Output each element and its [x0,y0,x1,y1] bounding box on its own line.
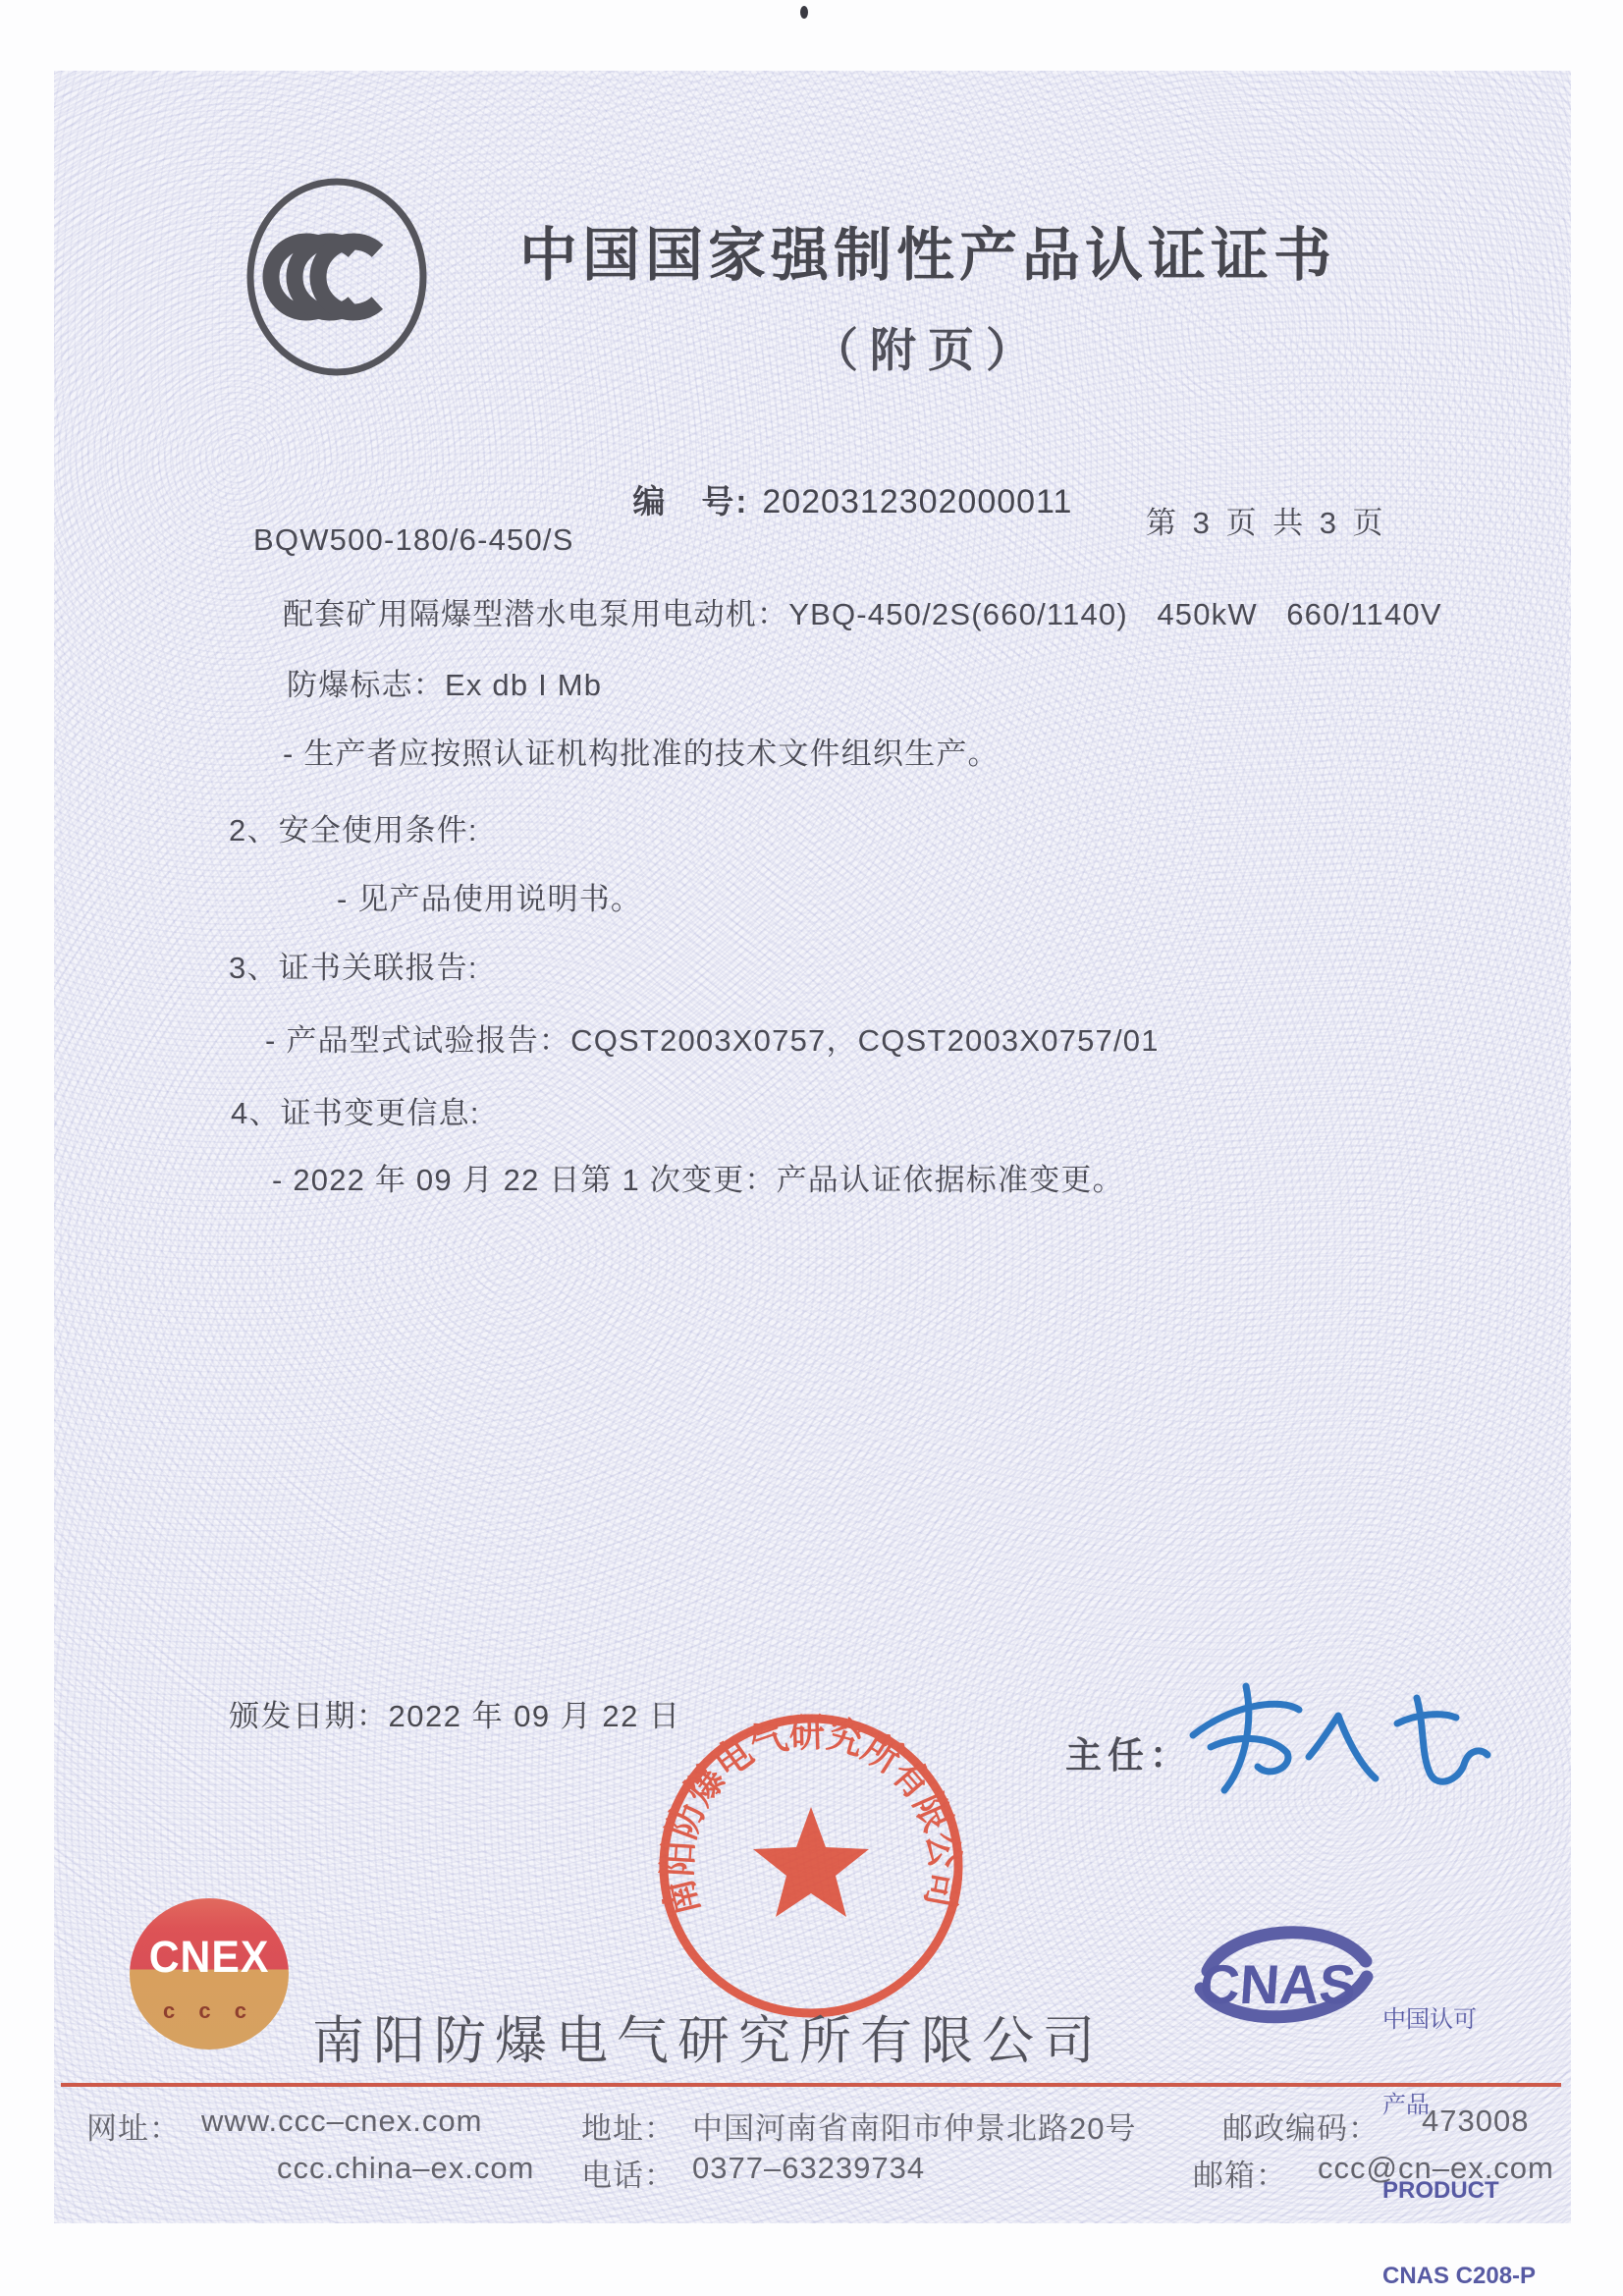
company-name: 南阳防爆电气研究所有限公司 [312,2012,1104,2070]
director-label: 主任： [1065,1735,1192,1776]
phone-label: 电话： [581,2159,676,2193]
postcode-value: 473008 [1422,2104,1530,2138]
cnex-logo-word: CNEX [148,1932,270,1982]
website-value: www.ccc–cnex.com [201,2104,483,2138]
cnas-caption-line1: 中国认可 [1382,2006,1477,2033]
scan-artifact [800,6,808,19]
company-seal-icon [644,1699,978,2033]
address-label: 地址： [581,2111,676,2146]
certificate-number-value: 2020312302000011 [762,483,1073,520]
website-value2: ccc.china–ex.com [277,2151,535,2185]
postcode-label: 邮政编码： [1222,2111,1380,2146]
body-line: - 2022 年 09 月 22 日第 1 次变更：产品认证依据标准变更。 [272,1163,1124,1197]
body-line: 3、证书关联报告: [229,951,478,985]
body-line: 4、证书变更信息: [231,1096,480,1130]
body-line: 2、安全使用条件: [229,813,478,847]
address-value: 中国河南省南阳市仲景北路20号 [692,2111,1137,2146]
cnas-logo-word: CNAS [1198,1953,1359,2015]
cnex-logo [130,1898,289,2050]
website-label: 网址： [86,2111,181,2146]
body-line: BQW500-180/6-450/S [253,522,574,557]
certificate-number-label: 编 号: [632,483,749,519]
footer-divider [61,2083,1561,2087]
page-indicator: 第 3 页 共 3 页 [1146,506,1387,540]
body-line: - 见产品使用说明书。 [337,882,643,916]
email-value: ccc@cn–ex.com [1318,2151,1554,2185]
issue-date-line: 颁发日期：2022 年 09 月 22 日 [229,1699,681,1733]
body-line: 防爆标志：Ex db I Mb [287,668,603,702]
cnas-caption-line3: PRODUCT [1382,2177,1499,2204]
seal-text: 南阳防爆电气研究所有限公司 [656,1711,967,1920]
cnas-caption-line2: 产品 [1382,2092,1430,2118]
cnas-caption-line4: CNAS C208-P [1382,2263,1537,2289]
certificate-subtitle: （附页） [812,324,1044,376]
body-line: - 生产者应按照认证机构批准的技术文件组织生产。 [283,737,1000,771]
body-line: - 产品型式试验报告：CQST2003X0757，CQST2003X0757/01 [265,1023,1160,1058]
email-label: 邮箱： [1193,2159,1287,2193]
phone-value: 0377–63239734 [692,2151,926,2185]
cnas-logo [1183,1910,1384,2057]
director-signature-icon [1163,1665,1497,1812]
cnex-logo-ccc: c c c [163,1998,255,2023]
certificate-title: 中国国家强制性产品认证证书 [518,223,1336,288]
body-line: 配套矿用隔爆型潜水电泵用电动机：YBQ-450/2S(660/1140) 450kW 660/1140V [283,597,1442,631]
